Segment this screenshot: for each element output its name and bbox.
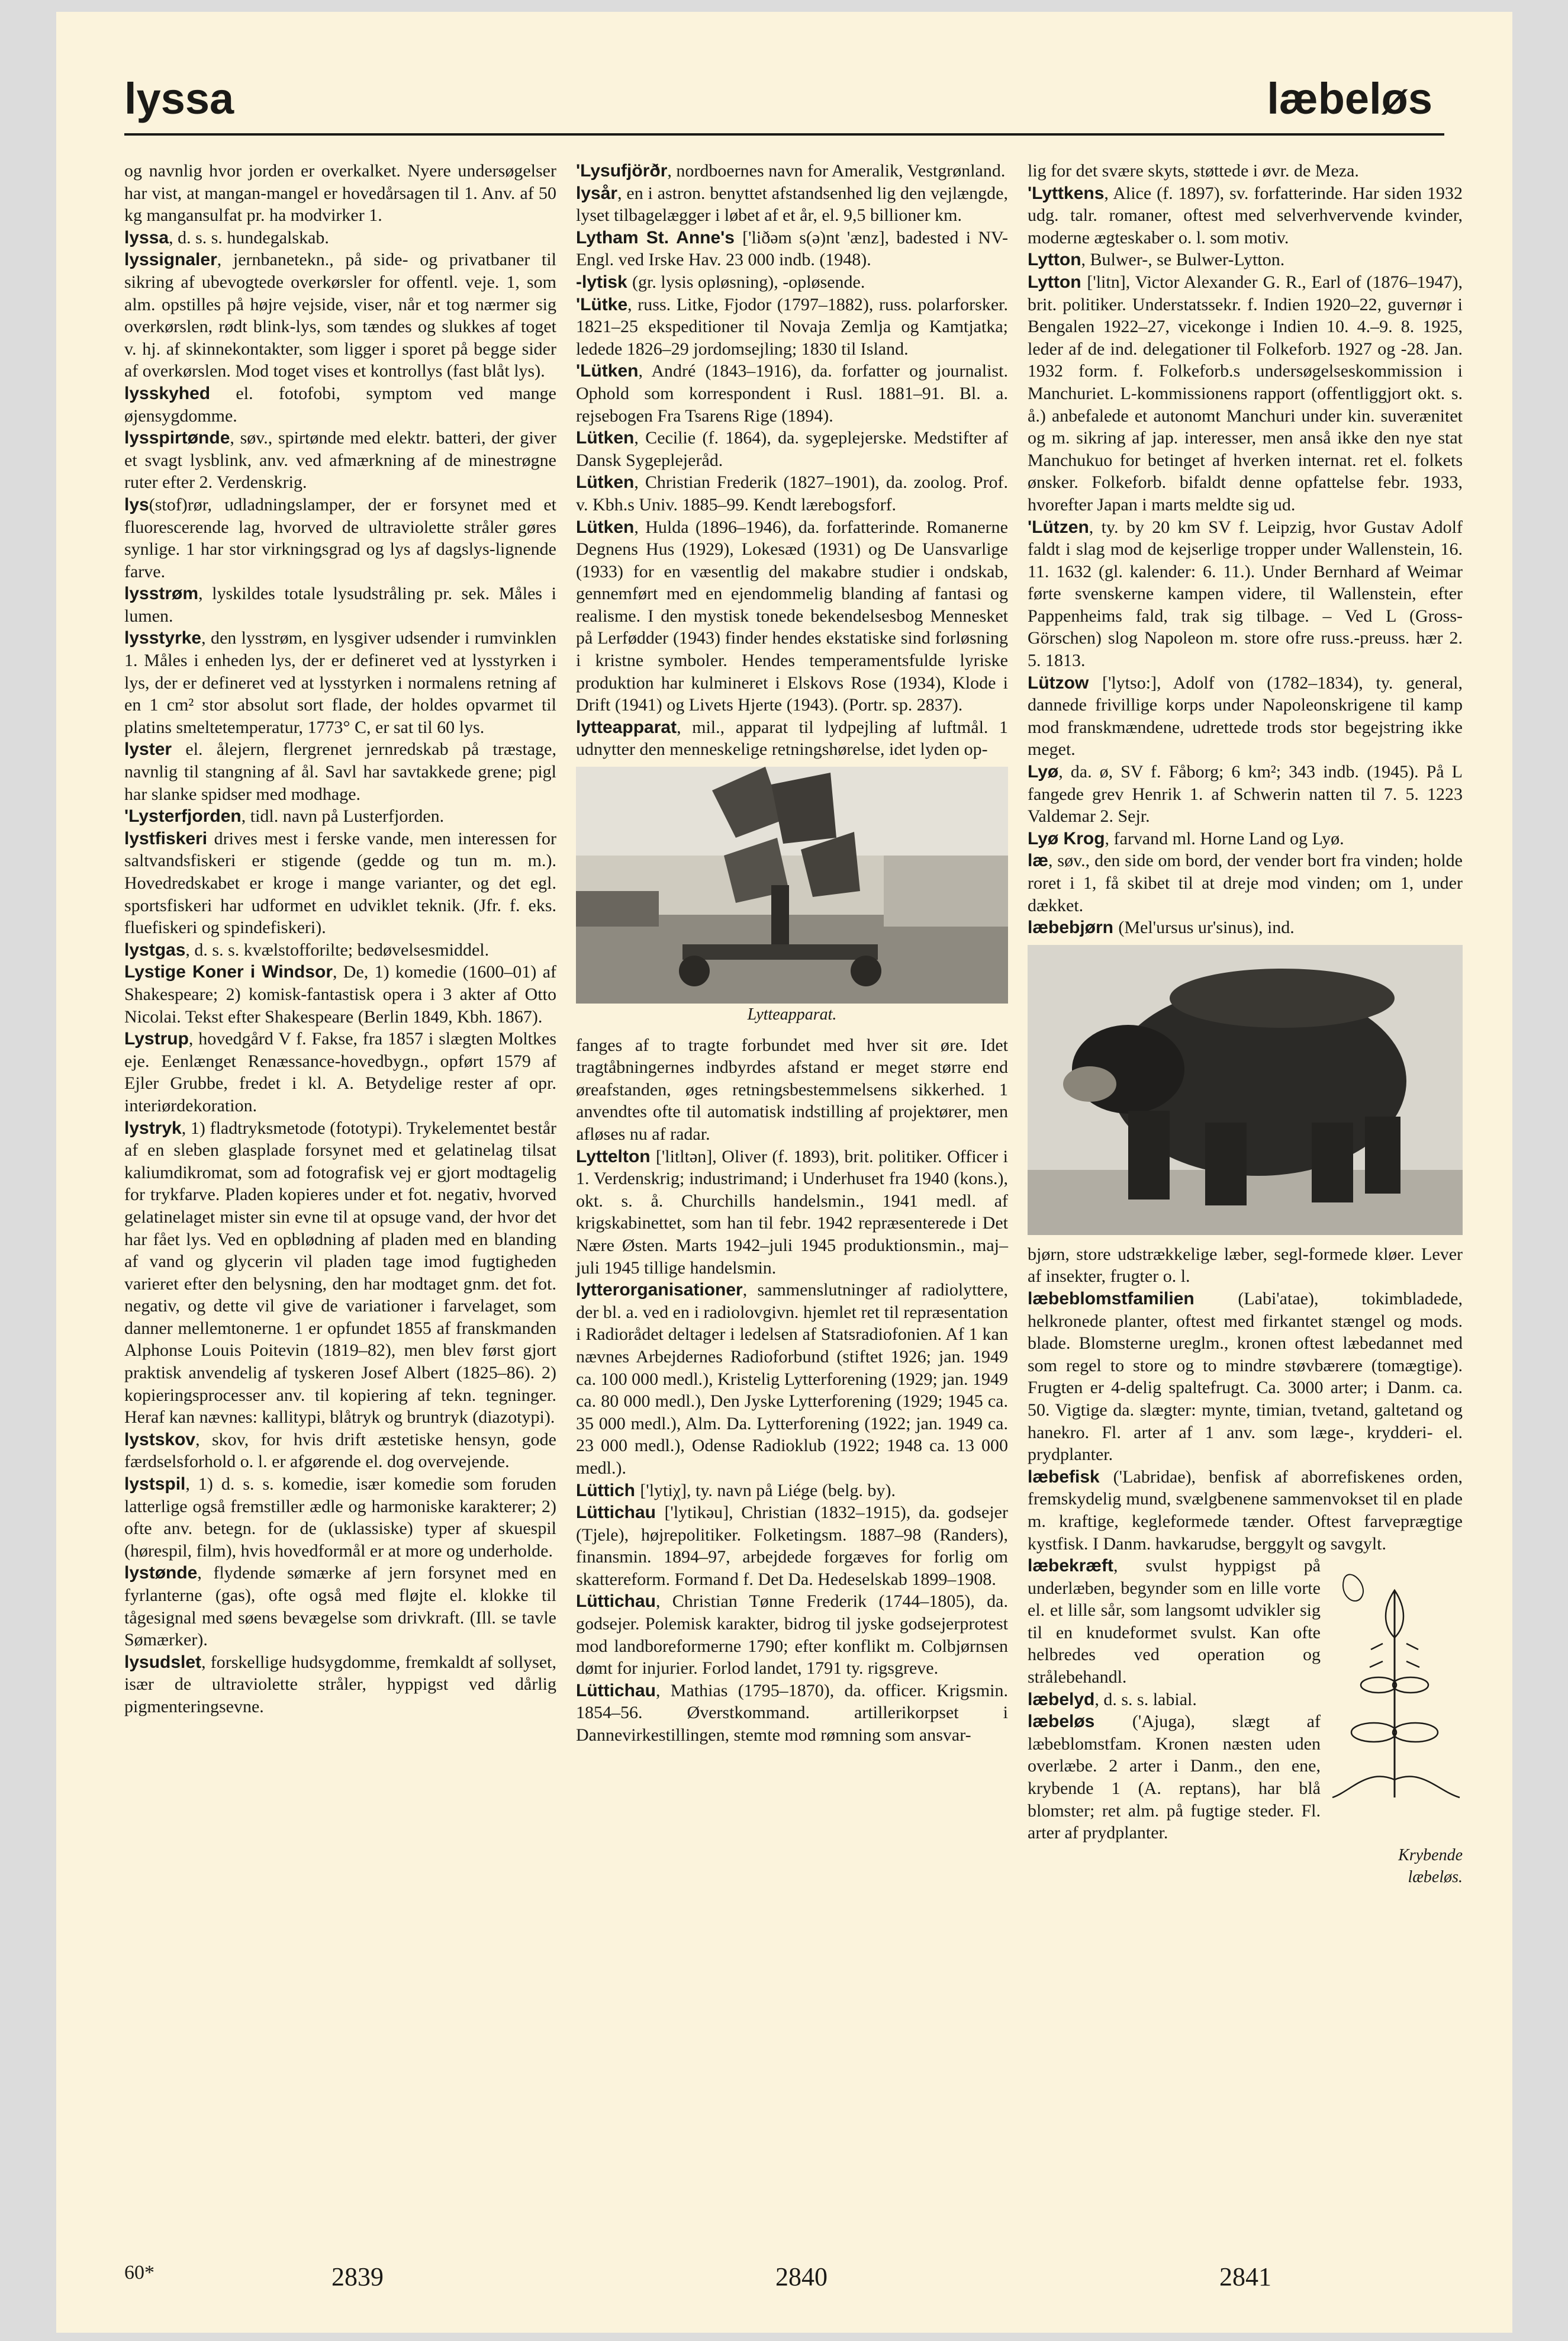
ajuga-drawing	[1326, 1555, 1463, 1803]
ajuga-caption-line-1: Krybende	[1398, 1845, 1463, 1864]
entry-lytton-victor: Lytton ['litn], Victor Alexander G. R., Earl of (1876–1947), brit. politiker. Understatssekr. f. Indien 1920–22, guvernør i Bengalen 1922–27, vicekonge i Indien 10. 4.–9. 8. 1925, leder af de ind. delegationer til Folkeforb. 1927 og -28. Jan. 1932 form. f. Folkeforb.s undersøgelseskommission i Manchuriet. L-kommissionens rapport (offentliggjort okt. s. å.) anbefalede et autonomt Manchuri under kin. suverænitet og m. sikring af jap. interesser, men anså ikke den nye stat Manchukuo for betinget af hverken internat. ret el. folkets ønsker. Folkeforb. bifaldt denne opfattelse febr. 1933, hvorefter Japan i marts meldte sig ud.	[1028, 272, 1463, 514]
entry-lysudslet: lysudslet, forskellige hudsygdomme, fremkaldt af sollyset, især de ultraviolette stråler, hyppigst ved dårlig pigmenteringsevne.	[124, 1652, 556, 1716]
ajuga-caption-line-2: læbeløs.	[1408, 1868, 1463, 1887]
entry-headword: lysstrøm	[124, 584, 199, 604]
column-number-2840: 2840	[775, 2262, 828, 2291]
entry-laebekraeft: læbekræft, svulst hyppigst på underlæben, begynder som en lille vorte el. et lille sår, som langsomt udvikler sig til en knudeformet svulst. Kan ofte helbredes ved operation og strålebehandl.	[1028, 1556, 1321, 1687]
entry-headword: lysudslet	[124, 1652, 202, 1672]
entry-headword: 'Lützen	[1028, 517, 1089, 537]
entry-lyttelton: Lyttelton ['litltən], Oliver (f. 1893), brit. politiker. Officer i 1. Verdenskrig; industrimand; i Underhuset fra 1940 (kons.), okt. s. å. Churchills handelsmin., 1941 medl. af krigskabinettet, som han til febr. 1942 repræsenterede i Det Nære Østen. Marts 1942–juli 1945 produktionsmin., maj–juli 1945 tillige handelsmin.	[576, 1146, 1008, 1278]
entry-headword: Lyø Krog	[1028, 828, 1105, 848]
entry-headword: 'Lütke	[576, 294, 628, 314]
entry-headword: lystspil	[124, 1474, 186, 1494]
entry-lysstofror: lys(stof)rør, udladningslamper, der er forsynet med et fluorescerende lag, hvorved de ultraviolette stråler gøres synlige. 1 har stor virkningsgrad og lys af dagslys-lignende farve.	[124, 494, 556, 581]
entry-lysspirtonde: lysspirtønde, søv., spirtønde med elektr. batteri, der giver et svagt lysblink, anv. ved afmærkning af de minestrøgne ruter efter 2. Verdenskrig.	[124, 428, 556, 493]
entry-lyttkens: 'Lyttkens, Alice (f. 1897), sv. forfatterinde. Har siden 1932 udg. talr. romaner, oftest med selverhvervende kvinder, moderne ægteskaber o. l. som motiv.	[1028, 183, 1463, 247]
entry-headword: Lytton	[1028, 250, 1081, 270]
encyclopedia-page	[56, 12, 1512, 2333]
entry-luttichau-christian: Lüttichau ['lytikəu], Christian (1832–1915), da. godsejer (Tjele), højrepolitiker. Folketingsm. 1887–98 (Randers), finansmin. 1894–97, arbejdede forgæves for forlig om skattereform. Formand f. Det Da. Hedeselskab 1899–1908.	[576, 1503, 1008, 1589]
entry-lyssa: lyssa, d. s. s. hundegalskab.	[124, 227, 329, 247]
entry-laebebjorn: læbebjørn (Mel'ursus ur'sinus), ind.	[1028, 918, 1295, 938]
entry-lutken-andre: 'Lütken, André (1843–1916), da. forfatter og journalist. Ophold som korrespondent i Rusl. 1881–91. Bl. a. rejsebogen Fra Tsarens Rige (1894).	[576, 361, 1008, 426]
entry-headword: lysspirtønde	[124, 428, 230, 448]
entry-headword: læbelyd	[1028, 1689, 1095, 1709]
entry-lystige-koner: Lystige Koner i Windsor, De, 1) komedie (1600–01) af Shakespeare; 2) komisk-fantastisk opera i 3 akter af Otto Nicolai. Tekst efter Shakespeare (Berlin 1849, Kbh. 1867).	[124, 962, 556, 1027]
sloth-bear-photo	[1028, 945, 1463, 1235]
column-number-2839: 2839	[331, 2262, 384, 2291]
entry-headword: lystønde	[124, 1563, 198, 1583]
entry-lytteapparat: lytteapparat, mil., apparat til lydpejling af luftmål. 1 udnytter den menneskelige retningshørelse, idet lyden op-	[576, 717, 1008, 760]
entry-lyssignaler: lyssignaler, jernbanetekn., på side- og privatbaner til sikring af ubevogtede overkørsler for offentl. veje. 1, som alm. opstilles på højre vejside, viser, når et tog nærmer sig overkørslen, rødt blink-lys, som tændes og slukkes af toget v. hj. af skinnekontakter, som ligger i sporet på begge sider af overkørslen. Mod toget vises et kontrollys (fast blåt lys).	[124, 250, 556, 381]
signature-mark: 60*	[124, 2262, 154, 2284]
entry-headword: Lystrup	[124, 1029, 189, 1049]
entry-headword: læbeblomstfamilien	[1028, 1288, 1238, 1308]
ajuga-caption	[1028, 1844, 1463, 1889]
entry-laebelos: læbeløs ('Ajuga), slægt af læbeblomstfam. Kronen næsten uden overlæbe. 2 arter i Danm., den ene, krybende 1 (A. reptans), har blå blomster; ret alm. på fugtige steder. Fl. arter af prydplanter.	[1028, 1712, 1321, 1843]
entry-lytisk: -lytisk (gr. lysis opløsning), -opløsende.	[576, 272, 865, 292]
entry-headword: lys	[124, 494, 149, 514]
entry-headword: 'Lütken	[576, 361, 639, 381]
entry-continued: og navnlig hvor jorden er overkalket. Nyere undersøgelser har vist, at mangan-mangel er hovedårsagen til 1. Anv. af 50 kg mangansulfat pr. ha modvirker 1.	[124, 161, 556, 226]
entry-headword: læbebjørn	[1028, 918, 1119, 938]
entry-lyo-krog: Lyø Krog, farvand ml. Horne Land og Lyø.	[1028, 828, 1344, 848]
column-2840	[576, 160, 1008, 1747]
sloth-bear-figure	[1028, 945, 1463, 1235]
entry-headword: Lütken	[576, 472, 635, 493]
entry-headword: 'Lysterfjorden	[124, 806, 242, 827]
entry-headword: Lützow	[1028, 673, 1102, 693]
entry-laebelyd: læbelyd, d. s. s. labial.	[1028, 1689, 1197, 1709]
lytteapparat-photo	[576, 767, 1008, 1004]
entry-headword: læbeløs	[1028, 1712, 1132, 1732]
entry-headword: lystryk	[124, 1118, 182, 1138]
entry-lytton-bulwer: Lytton, Bulwer-, se Bulwer-Lytton.	[1028, 250, 1285, 270]
entry-lystspil: lystspil, 1) d. s. s. komedie, især komedie som foruden latterlige også fremstiller ædle og harmoniske karakterer; 2) ofte anv. betegn. for de (uklassiske) typer af skuespil (hørespil, film), hvis hovedformål er at more og underholde.	[124, 1474, 556, 1561]
entry-headword: lysår	[576, 183, 618, 203]
entry-headword: Lütken	[576, 517, 635, 537]
entry-lytteapparat-continued: fanges af to tragte forbundet med hver sit øre. Idet tragtåbningernes indbyrdes afstand er meget større end øreafstanden, øges retningsbestemmelsens sikkerhed. 1 anvendtes ofte til automatisk indstilling af projektører, men afløses nu af radar.	[576, 1035, 1008, 1144]
entry-lutken-cecilie: Lütken, Cecilie (f. 1864), da. sygeplejerske. Medstifter af Dansk Sygeplejeråd.	[576, 428, 1008, 470]
entry-headword: Lüttichau	[576, 1680, 656, 1700]
header-rule	[124, 133, 1444, 136]
entry-lae: læ, søv., den side om bord, der vender bort fra vinden; holde roret i 1, få skibet til at dreje mod vinden; om 1, under dækket.	[1028, 851, 1463, 915]
column-number-2841: 2841	[1219, 2262, 1271, 2291]
entry-lystryk: lystryk, 1) fladtryksmetode (fototypi). Trykelementet består af en sleben glasplade forsynet med et gelatinelag tilsat kaliumdikromat, som ad fotografisk vej er gjort modtagelig for trykfarve. Pladen kopieres under et fot. negativ, hvorved gelatinelaget mister sin evne til at opsuge vand, der hvor det har fået lys. Ved en opblødning af pladen med en blanding af vand og glycerin vil pladen tage imod fugtigheden varieret efter den belysning, den har modtaget gnm. det fot. negativ, og dette vil give de variationer i farvelaget, som danner mellemtonerne. 1 er opfundet 1855 af franskmanden Alphonse Louis Poitevin (1819–82), men blev først gjort praktisk anvendelig af tyskeren Josef Albert (1825–86). 2) kopieringsprocesser anv. til kopiering af tekn. tegninger. Heraf kan nævnes: kallitypi, blåtryk og bruntryk (diazotypi).	[124, 1118, 556, 1427]
entry-laebefisk: læbefisk ('Labridae), benfisk af aborrefiskenes orden, fremskydelig mund, svælgbenene sammenvokset til en plade m. kraftige, kegleformede tænder. Oftest farveprægtige kystfisk. I Danm. havkarudse, berggylt og savgylt.	[1028, 1467, 1463, 1554]
entry-headword: læ	[1028, 851, 1049, 871]
entry-headword: lysstyrke	[124, 628, 202, 648]
entry-headword: 'Lysufjörðr	[576, 161, 668, 181]
lytteapparat-figure	[576, 767, 1008, 1026]
entry-luttich: Lüttich ['lytiχ], ty. navn på Liége (belg. by).	[576, 1480, 896, 1500]
header-guide-word-left: lyssa	[124, 74, 234, 123]
ajuga-figure	[1326, 1555, 1463, 1809]
entry-lutzow: Lützow ['lytso:], Adolf von (1782–1834), ty. general, dannede frivillige korps under Napoleonskrigene til kamp mod franskmændene, udrettede trods stor begejstring ikke meget.	[1028, 673, 1463, 760]
entry-headword: Lystige Koner i Windsor	[124, 962, 333, 982]
entry-headword: lytteapparat	[576, 717, 677, 737]
entry-lytterorganisationer: lytterorganisationer, sammenslutninger af radiolyttere, der bl. a. ved en i radiolovgivn. hjemlet ret til repræsentation i Radiorådet deltager i ledelsen af Statsradiofonien. Af 1 kan nævnes Arbejdernes Radioforbund (stiftet 1926; jan. 1949 ca. 100 000 medl.), Kristelig Lytterforening (1929; jan. 1949 ca. 80 000 medl.), Den Jyske Lytterforening (1929; 1945 ca. 35 000 medl.), Alm. Da. Lytterforening (1922; jan. 1949 ca. 23 000 medl.), Odense Radioklub (1922; 1948 ca. 13 000 medl.).	[576, 1280, 1008, 1478]
entry-lysar: lysår, en i astron. benyttet afstandsenhed lig den vejlængde, lyset tilbagelægger i løbet af et år, el. 9,5 billioner km.	[576, 183, 1008, 226]
entry-lysskyhed: lysskyhed el. fotofobi, symptom ved mange øjensygdomme.	[124, 383, 556, 426]
entry-lyster: lyster el. ålejern, flergrenet jernredskab på træstage, navnlig til stangning af ål. Savl har savtakkede grene; pigl har slanke spidser med modhage.	[124, 739, 556, 804]
entry-lutken-hulda: Lütken, Hulda (1896–1946), da. forfatterinde. Romanerne Degnens Hus (1929), Lokesæd (1931) og De Uansvarlige (1933) for en væsentlig del makabre studier i ondskab, gennemført med en ejendommelig blanding af fantasi og realisme. I den mystisk tonede bekendelsesbog Mennesket på Lerfødder (1943) finder hendes ekstatiske sind forløsning i kristne symboler. Hendes temperamentsfulde lyriske produktion har kulmineret i Elskovs Rose (1934), Klode i Drift (1941) og Livets Hjerte (1943). (Portr. sp. 2837).	[576, 517, 1008, 715]
entry-headword: læbefisk	[1028, 1467, 1113, 1487]
entry-headword: lystgas	[124, 940, 186, 960]
entry-lystskov: lystskov, skov, for hvis drift æstetiske hensyn, gode færdselsforhold o. l. er afgørende el. dog overvejende.	[124, 1429, 556, 1472]
entry-headword: lysskyhed	[124, 383, 211, 403]
entry-headword: 'Lyttkens	[1028, 183, 1105, 203]
entry-lystfiskeri: lystfiskeri drives mest i ferske vande, men interessen for saltvandsfiskeri er stigende (gedde og tun m. m.). Hovedredskabet er kroge i mange varianter, og det egl. sportsfiskeri har udformet en udviklet teknik. (Jfr. f. eks. fluefiskeri og spindefiskeri).	[124, 828, 556, 938]
entry-headword: lyssa	[124, 227, 169, 247]
column-2841	[1028, 160, 1463, 1889]
entry-laebebjorn-continued: bjørn, store udstrækkelige læber, segl-formede kløer. Lever af insekter, frugter o. l.	[1028, 1244, 1463, 1287]
entry-luttichau-mathias: Lüttichau, Mathias (1795–1870), da. officer. Krigsmin. 1854–56. Øverstkommand. artillerikorpset i Dannevirkestillingen, stemte mod rømning som ansvar-	[576, 1680, 1008, 1745]
entry-headword: læbekræft	[1028, 1556, 1114, 1576]
entry-headword: lystskov	[124, 1429, 196, 1449]
entry-lysterfjorden: 'Lysterfjorden, tidl. navn på Lusterfjorden.	[124, 806, 445, 827]
entry-lysstrom: lysstrøm, lyskildes totale lysudstråling pr. sek. Måles i lumen.	[124, 584, 556, 626]
entry-luttichau-tonne: Lüttichau, Christian Tønne Frederik (1744–1805), da. godsejer. Polemisk karakter, bidrog til jyske godsejerprotest mod landboreformerne 1790; efter konflikt m. Colbjørnsen dømt for injurier. Forlod landet, 1791 ty. rigsgreve.	[576, 1591, 1008, 1678]
entry-headword: Lüttich	[576, 1480, 640, 1500]
entry-headword: Lüttichau	[576, 1591, 656, 1612]
lytteapparat-caption: Lytteapparat.	[747, 1005, 837, 1024]
entry-lysstyrke: lysstyrke, den lysstrøm, en lysgiver udsender i rumvinklen 1. Måles i enheden lys, der er defineret ved at lysstyrken i lys, der er defineret ved at lysstyrken i normalens retning af en 1 cm² stor absolut sort flade, der holdes opvarmet til platins smeltetemperatur, 1773° C, er sat til 60 lys.	[124, 628, 556, 737]
entry-headword: -lytisk	[576, 272, 633, 292]
entry-lytham: Lytham St. Anne's ['liðəm s(ə)nt 'ænz], badested i NV-Engl. ved Irske Hav. 23 000 indb. (1948).	[576, 227, 1008, 270]
entry-headword: lyster	[124, 739, 172, 760]
entry-continued-meza: lig for det svære skyts, støttede i øvr. de Meza.	[1028, 161, 1359, 181]
header-guide-word-right: læbeløs	[1267, 74, 1432, 123]
entry-lystonde: lystønde, flydende sømærke af jern forsynet med en fyrlanterne (gas), ofte også med fløjte el. klokke til tågesignal med søens bevægelse som drivkraft. (Ill. se tavle Sømærker).	[124, 1563, 556, 1650]
entry-lutzen: 'Lützen, ty. by 20 km SV f. Leipzig, hvor Gustav Adolf faldt i slag mod de kejserlige tropper under Wallenstein, 16. 11. 1632 (gl. kalender: 6. 11.). Under Bernhard af Weimar førte svenskerne kampen videre, til Wallenstein, efter Pappenheims fald, trak sig tilbage. – Ved L (Gross-Görschen) slog Napoleon m. store ofre russ.-preuss. hær 2. 5. 1813.	[1028, 517, 1463, 671]
entry-headword: Lytton	[1028, 272, 1087, 292]
entry-headword: Lüttichau	[576, 1503, 665, 1523]
entry-lysufjordr: 'Lysufjörðr, nordboernes navn for Ameralik, Vestgrønland.	[576, 161, 1006, 181]
entry-headword: Lytham St. Anne's	[576, 227, 743, 247]
column-2839	[124, 160, 556, 1718]
entry-headword: Lyø	[1028, 762, 1059, 782]
entry-laebeblomstfamilien: læbeblomstfamilien (Labi'atae), tokimbladede, helkronede planter, oftest med firkantet stængel og mods. blade. Blomsterne ureglm., kronen oftest læbedannet med som regel to store og to mindre støvbærere (tomægtige). Frugten er 4-delig spaltefrugt. Ca. 3000 arter; i Danm. ca. 50. Vigtige da. slægter: mynte, timian, tvetand, galtetand og hanekro. Fl. arter af 1 anv. som læge-, krydderi- el. prydplanter.	[1028, 1288, 1463, 1465]
entry-lyo: Lyø, da. ø, SV f. Fåborg; 6 km²; 343 indb. (1945). På L fangede grev Henrik 1. af Schwerin natten til 7. 5. 1223 Valdemar 2. Sejr.	[1028, 762, 1463, 827]
entry-headword: lyssignaler	[124, 250, 217, 270]
entry-lystgas: lystgas, d. s. s. kvælstofforilte; bedøvelsesmiddel.	[124, 940, 490, 960]
entry-lystrup: Lystrup, hovedgård V f. Fakse, fra 1857 i slægten Moltkes eje. Eenlænget Renæssance-hovedbygn., opført 1579 af Ejler Grubbe, fredet i kl. A. Betydelige rester af opr. interiørdekoration.	[124, 1029, 556, 1115]
entry-headword: Lyttelton	[576, 1146, 656, 1166]
entry-headword: Lütken	[576, 428, 635, 448]
entry-headword: lytterorganisationer	[576, 1280, 743, 1300]
entry-lutke: 'Lütke, russ. Litke, Fjodor (1797–1882), russ. polarforsker. 1821–25 ekspeditioner til Novaja Zemlja og Kamtjatka; ledede 1826–29 jordomsejling; 1830 til Island.	[576, 294, 1008, 359]
entry-headword: lystfiskeri	[124, 828, 208, 848]
entry-lutken-christian: Lütken, Christian Frederik (1827–1901), da. zoolog. Prof. v. Kbh.s Univ. 1885–99. Kendt lærebogsforf.	[576, 472, 1008, 514]
